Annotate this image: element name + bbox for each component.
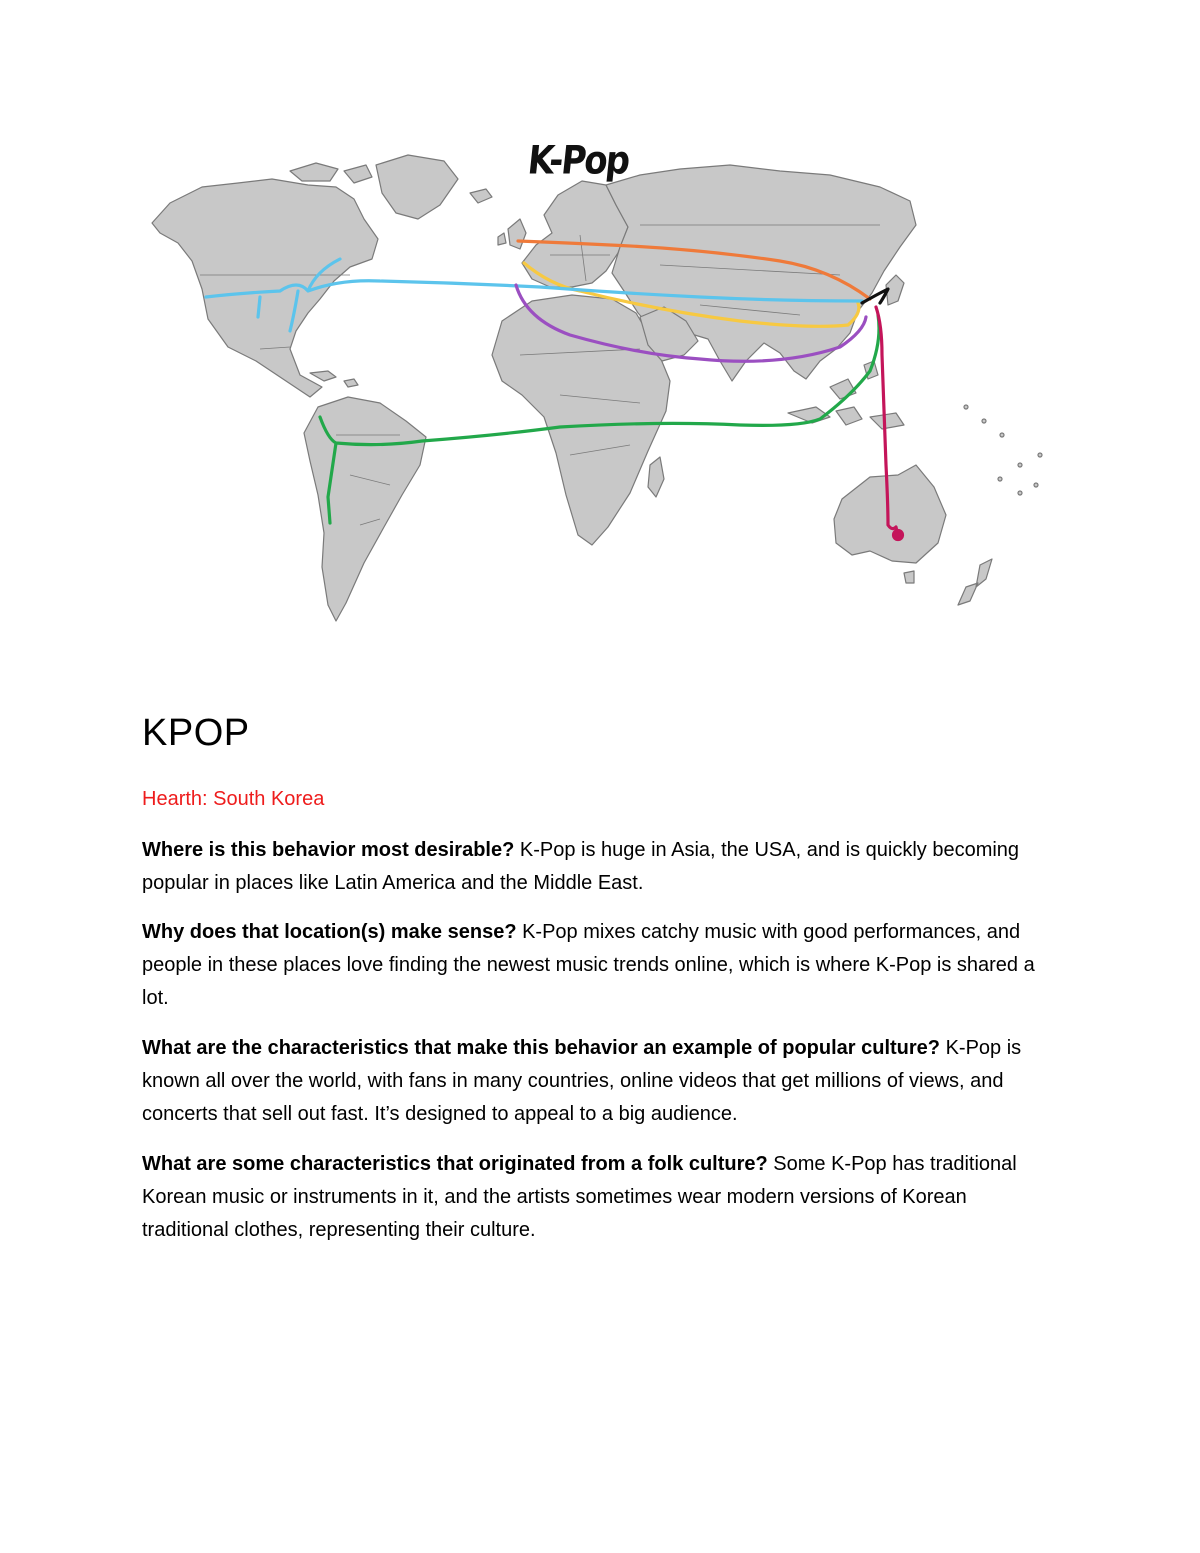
answer-text: K-Pop mixes catchy music with good performances, and people in these places love finding the newest music trends online, which is where K-Pop is shared a lot. [142,921,1035,1009]
question-text: What are the characteristics that make this behavior an example of popular culture? [142,1037,941,1059]
qa-section-location [142,916,1047,1015]
pacific-islands [964,405,1042,495]
hearth-line: Hearth: South Korea [142,788,325,810]
land-masses [152,155,1042,621]
qa-section-folk-culture [142,1148,1047,1247]
question-text: Why does that location(s) make sense? [142,921,517,943]
question-text: Where is this behavior most desirable? [142,839,515,861]
answer-text: K-Pop is known all over the world, with fans in many countries, online videos that get millions of views, and concerts that sell out fast. It’s designed to appeal to a big audience. [142,1037,1022,1125]
map-handwritten-label: K-Pop [525,138,631,184]
new-zealand [958,559,992,605]
page-title: KPOP [142,712,250,754]
north-america [152,179,378,397]
greenland [376,155,458,219]
south-america [304,397,426,621]
australia [834,465,946,563]
iceland [470,189,492,203]
australia-endpoint [894,531,903,540]
arctic-islands [290,163,372,183]
africa [492,295,670,545]
world-map [140,135,1065,635]
world-map-figure [140,135,1065,635]
qa-section-desirable [142,834,1047,900]
tasmania [904,571,914,583]
answer-text: K-Pop is huge in Asia, the USA, and is quickly becoming popular in places like Latin America and the Middle East. [142,839,1020,894]
question-text: What are some characteristics that originated from a folk culture? [142,1153,768,1175]
british-isles [498,219,526,249]
madagascar [648,457,664,497]
qa-section-popular-culture [142,1032,1047,1131]
answer-text: Some K-Pop has traditional Korean music or instruments in it, and the artists sometimes wear modern versions of Korean traditional clothes, representing their culture. [142,1153,1017,1241]
